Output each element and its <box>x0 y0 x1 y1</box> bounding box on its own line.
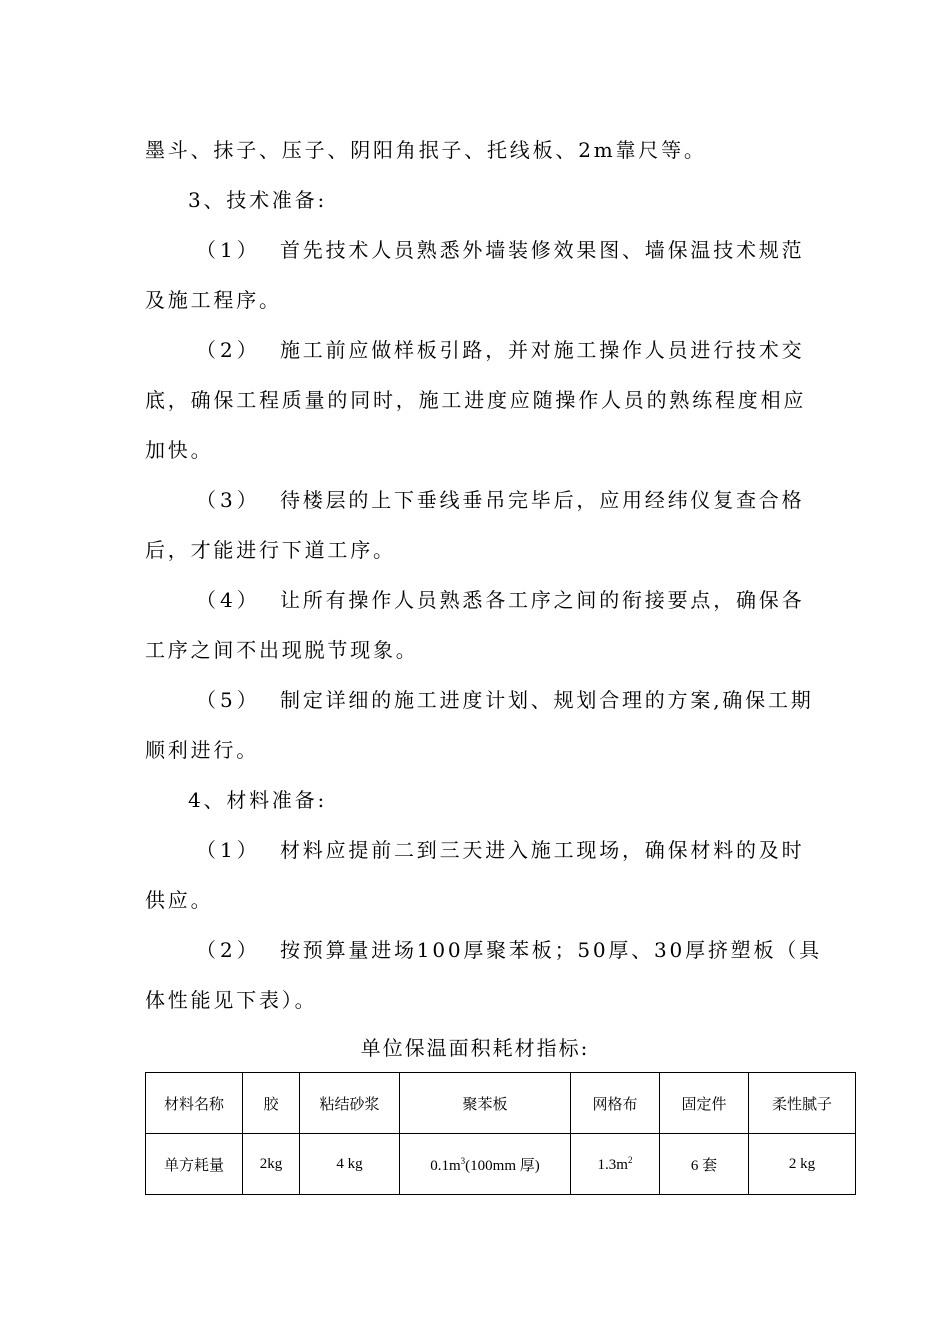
material-consumption-table <box>145 1072 856 1195</box>
table-header-cell: 粘结砂浆 <box>300 1073 400 1134</box>
list-item-tech-3 <box>196 486 866 514</box>
list-item-tech-4 <box>196 586 866 614</box>
table-header-cell: 材料名称 <box>146 1073 243 1134</box>
table-row-label: 单方耗量 <box>146 1134 243 1195</box>
table-header-cell: 胶 <box>243 1073 300 1134</box>
table-row <box>146 1134 856 1195</box>
list-text: 按预算量进场100厚聚苯板；50厚、30厚挤塑板（具 <box>280 938 822 962</box>
paragraph-line: 顺利进行。 <box>145 738 259 762</box>
paragraph-line: 加快。 <box>145 438 214 462</box>
table-cell-mesh <box>571 1134 660 1195</box>
paragraph-line: 体性能见下表）。 <box>145 988 318 1012</box>
section-heading-materials: 4、材料准备: <box>188 788 328 812</box>
eps-unit-exponent: 3 <box>460 1155 466 1166</box>
table-header-cell: 聚苯板 <box>400 1073 571 1134</box>
list-item-tech-1 <box>196 236 866 264</box>
list-text: 待楼层的上下垂线垂吊完毕后，应用经纬仪复查合格 <box>280 488 805 512</box>
table-cell-fixer: 6 套 <box>660 1134 749 1195</box>
paragraph-line: 后，才能进行下道工序。 <box>145 538 396 562</box>
paragraph-line: 墨斗、抹子、压子、阴阳角抿子、托线板、2m靠尺等。 <box>145 138 707 162</box>
mesh-unit-exponent: 2 <box>627 1154 633 1165</box>
section-heading-technical: 3、技术准备: <box>188 188 328 212</box>
list-number: （2） <box>196 938 261 962</box>
table-cell-glue: 2kg <box>243 1134 300 1195</box>
paragraph-line: 底，确保工程质量的同时，施工进度应随操作人员的熟练程度相应 <box>145 388 807 412</box>
list-text: 让所有操作人员熟悉各工序之间的衔接要点，确保各 <box>280 588 805 612</box>
list-text: 制定详细的施工进度计划、规划合理的方案,确保工期 <box>280 688 814 712</box>
list-number: （5） <box>196 688 261 712</box>
paragraph-line: 工序之间不出现脱节现象。 <box>145 638 419 662</box>
table-cell-putty: 2 kg <box>749 1134 856 1195</box>
list-item-tech-2 <box>196 336 866 364</box>
table-header-cell: 固定件 <box>660 1073 749 1134</box>
list-item-tech-5 <box>196 686 866 714</box>
list-number: （1） <box>196 238 261 262</box>
list-number: （3） <box>196 488 261 512</box>
mesh-value: 1.3m <box>597 1156 628 1173</box>
paragraph-line: 及施工程序。 <box>145 288 282 312</box>
list-number: （2） <box>196 338 261 362</box>
table-header-cell: 柔性腻子 <box>749 1073 856 1134</box>
list-number: （4） <box>196 588 261 612</box>
table-caption: 单位保温面积耗材指标: <box>360 1036 590 1060</box>
eps-value: 0.1m <box>430 1157 461 1174</box>
table-header-row <box>146 1073 856 1134</box>
paragraph-line: 供应。 <box>145 888 214 912</box>
list-text: 材料应提前二到三天进入施工现场，确保材料的及时 <box>280 838 805 862</box>
list-text: 首先技术人员熟悉外墙装修效果图、墙保温技术规范 <box>280 238 805 262</box>
table-cell-eps <box>400 1134 571 1195</box>
list-number: （1） <box>196 838 261 862</box>
list-item-mat-2 <box>196 936 866 964</box>
table-header-cell: 网格布 <box>571 1073 660 1134</box>
list-text: 施工前应做样板引路，并对施工操作人员进行技术交 <box>280 338 805 362</box>
eps-note: (100mm 厚) <box>465 1157 540 1174</box>
list-item-mat-1 <box>196 836 866 864</box>
table-cell-mortar: 4 kg <box>300 1134 400 1195</box>
